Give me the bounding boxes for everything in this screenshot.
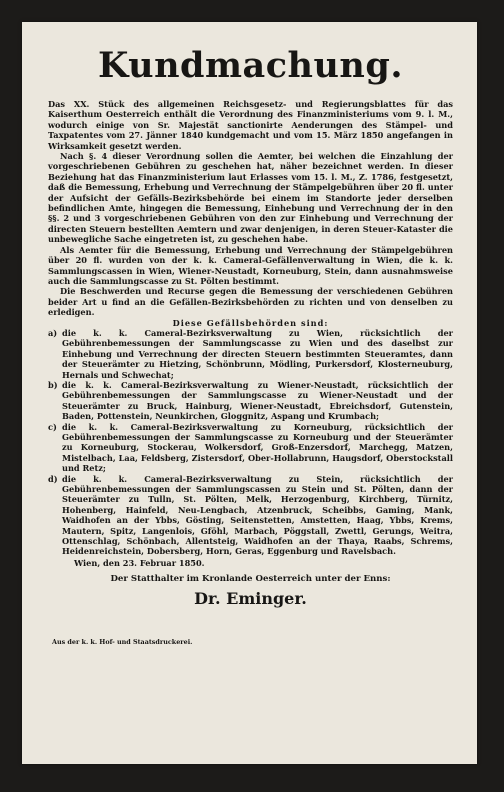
list-marker: a)	[48, 327, 58, 338]
list-text: die k. k. Cameral-Bezirksverwaltung zu Wien, rücksichtlich der Gebührenbemessungen der Sammlungscasse zu Wien und des daselbst zur Einhebung und Verrechnung der directen Steuern bestimmten Steueramtes, dann der Steuerämter zu Hietzing, Schönbrunn, Mödling, Purkersdorf, Klosterneuburg, Hernals und Schwechat;	[62, 327, 453, 380]
intro-paragraph-3: Als Aemter für die Bemessung, Erhebung und Verrechnung der Stämpelgebühren über 20 fl. wurden von der k. k. Cameral-Gefällenverwaltung in Wien, die k. k. Sammlungscassen in Wien, Wiener-Neustadt, Korneuburg, Stein, dann ausnahmsweise auch die Sammlungscasse zu St. Pölten bestimmt.	[48, 244, 453, 286]
list-item	[48, 474, 453, 557]
list-item	[48, 380, 453, 422]
list-marker: d)	[48, 473, 58, 484]
list-marker: b)	[48, 379, 58, 390]
poster-sheet	[22, 22, 477, 764]
intro-paragraph-2: Nach §. 4 dieser Verordnung sollen die Aemter, bei welchen die Einzahlung der vorgeschriebenen Gebühren zu geschehen hat, näher bezeichnet werden. In dieser Beziehung hat das Finanzministerium laut Erlasses vom 15. l. M., Z. 1786, festgesetzt, daß die Bemessung, Erhebung und Verrechnung der Stämpelgebühren über 20 fl. unter der Aufsicht der Gefälls-Bezirksbehörde bei einem im Standorte jeder derselben befindlichen Amte, hingegen die Bemessung, Einhebung und Verrechnung der in den §§. 2 und 3 vorgeschriebenen Gebühren von den zur Einhebung und Verrechnung der directen Steuern bestellten Aemtern und zwar denjenigen, in deren Steuer-Kataster die unbewegliche Sache eingetreten ist, zu geschehen habe.	[48, 151, 453, 245]
date-line: Wien, den 23. Februar 1850.	[74, 557, 205, 568]
list-text: die k. k. Cameral-Bezirksverwaltung zu Wiener-Neustadt, rücksichtlich der Gebührenbemessungen der Sammlungscasse zu Wiener-Neustadt und der Steuerämter zu Bruck, Hainburg, Wiener-Neustadt, Ebreichsdorf, Gutenstein, Baden, Pottenstein, Neunkirchen, Gloggnitz, Aspang und Krumbach;	[62, 379, 453, 422]
list-item	[48, 422, 453, 474]
list-marker: c)	[48, 421, 57, 432]
list-heading: Diese Gefällsbehörden sind:	[172, 317, 329, 328]
intro-paragraph-1: Das XX. Stück des allgemeinen Reichsgesetz- und Regierungsblattes für das Kaiserthum Oesterreich enthält die Verordnung des Finanzministeriums vom 9. l. M., wodurch einige von Sr. Majestät sanctionirte Aenderungen des Stämpel- und Taxpatentes vom 27. Jänner 1840 kundgemacht und vom 15. März 1850 angefangen in Wirksamkeit gesetzt werden.	[48, 99, 453, 151]
list-text: die k. k. Cameral-Bezirksverwaltung zu Korneuburg, rücksichtlich der Gebührenbemessungen der Sammlungscasse zu Korneuburg und der Steuerämter zu Korneuburg, Stockerau, Wolkersdorf, Groß-Enzersdorf, Marchegg, Matzen, Mistelbach, Laa, Feldsberg, Zistersdorf, Ober-Hollabrunn, Haugsdorf, Oberstockstall und Retz;	[62, 421, 453, 474]
printer-line: Aus der k. k. Hof- und Staatsdruckerei.	[52, 638, 193, 647]
list-item	[48, 328, 453, 380]
authority-line: Der Statthalter im Kronlande Oesterreich unter der Enns:	[110, 574, 391, 585]
list-text: die k. k. Cameral-Bezirksverwaltung zu Stein, rücksichtlich der Gebührenbemessungen der Sammlungscassen zu Stein und St. Pölten, dann der Steuerämter zu Tulln, St. Pölten, Melk, Herzogenburg, Kirchberg, Türnitz, Hohenberg, Hainfeld, Neu-Lengbach, Atzenbruck, Scheibbs, Gaming, Mank, Waidhofen an der Ybbs, Gösting, Seitenstetten, Amstetten, Haag, Ybbs, Krems, Mautern, Spitz, Langenlois, Gföhl, Marbach, Pöggstall, Zwettl, Gerungs, Weitra, Ottenschlag, Schönbach, Allentsteig, Waidhofen an der Thaya, Raabs, Schrems, Heidenreichstein, Dobersberg, Horn, Geras, Eggenburg und Ravelsbach.	[62, 473, 453, 557]
poster-title: Kundmachung.	[97, 45, 404, 86]
intro-paragraph-4: Die Beschwerden und Recurse gegen die Bemessung der verschiedenen Gebühren beider Art u find an die Gefällen-Bezirksbehörden zu richten und von denselben zu erledigen.	[48, 286, 453, 318]
signature: Dr. Eminger.	[194, 589, 307, 609]
poster-body	[48, 99, 453, 568]
